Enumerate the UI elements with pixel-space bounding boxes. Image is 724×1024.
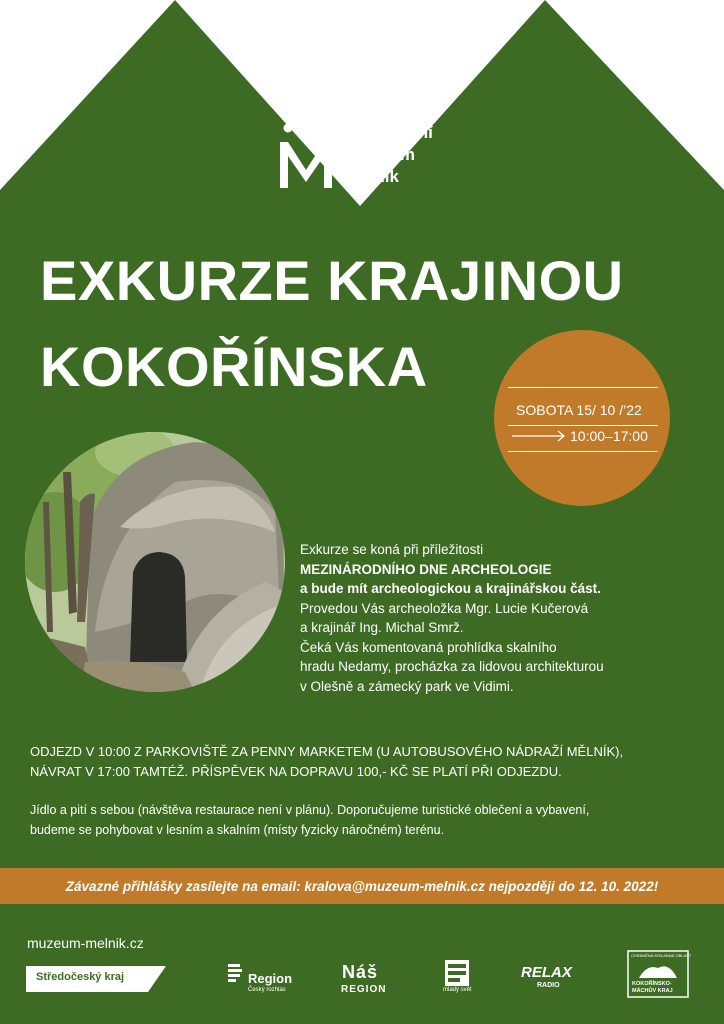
food-line-2: budeme se pohybovat v lesním a skalním (místy fyzicky náročném) terénu. xyxy=(30,823,445,837)
museum-logo xyxy=(278,122,433,190)
nas-region-logo xyxy=(340,962,396,996)
description-line-8: v Olešně a zámecký park ve Vidimi. xyxy=(300,678,514,694)
date-divider-middle xyxy=(508,425,658,426)
museum-name-line-1: Regionální xyxy=(346,123,433,142)
museum-name xyxy=(346,122,433,188)
signup-text: Závazné přihlášky zasílejte na email: kralova@muzeum-melnik.cz nejpozději do 12. 10. 2022! xyxy=(65,878,659,894)
region-radio-name: Region xyxy=(248,971,293,986)
stredocesky-kraj-label: Středočeský kraj xyxy=(36,971,125,983)
stredocesky-kraj-logo xyxy=(26,966,166,992)
description-line-4: Provedou Vás archeoložka Mgr. Lucie Kučerová xyxy=(300,600,589,616)
relax-radio-logo xyxy=(519,964,581,996)
mlady-svet-icon xyxy=(445,960,469,986)
relax-radio-top: RELAX xyxy=(521,964,572,981)
date-badge xyxy=(494,330,670,506)
event-title-line-2: KOKOŘÍNSKA xyxy=(40,335,428,398)
event-description xyxy=(300,540,700,696)
event-title-line-1: EXKURZE KRAJINOU xyxy=(40,249,624,312)
description-line-3: a bude mít archeologickou a krajinářskou část. xyxy=(300,581,601,596)
signup-banner xyxy=(0,868,724,904)
rock-castle-illustration xyxy=(25,432,285,692)
kokorinsko-top: CHRÁNĚNÁ KRAJINNÁ OBLAST xyxy=(631,953,692,958)
food-and-gear-info xyxy=(30,800,710,840)
region-radio-sub: Český rozhlas xyxy=(248,987,286,993)
arrow-right-icon xyxy=(512,430,566,442)
mlady-svet-label: mladý svět xyxy=(443,987,472,993)
description-line-2: MEZINÁRODNÍHO DNE ARCHEOLOGIE xyxy=(300,561,552,577)
nas-region-bottom: REGION xyxy=(341,984,387,995)
rozhlas-bars-icon xyxy=(228,964,244,984)
event-time: 10:00–17:00 xyxy=(570,428,648,444)
mlady-svet-logo xyxy=(443,960,471,996)
date-divider-top xyxy=(508,387,658,388)
food-line-1: Jídlo a pití s sebou (návštěva restaurace není v plánu). Doporučujeme turistické oblečení a vybavení, xyxy=(30,803,590,817)
event-date: SOBOTA 15/ 10 /’22 xyxy=(516,402,642,418)
rock-castle-photo xyxy=(25,432,285,692)
kokorinsko-bottom-2: MÁCHŮV KRAJ xyxy=(632,988,673,994)
departure-info xyxy=(30,742,710,782)
relax-radio-bottom: RADIO xyxy=(537,982,560,989)
museum-logo-icon xyxy=(278,122,334,190)
description-line-6: Čeká Vás komentovaná prohlídka skalního xyxy=(300,639,557,655)
nas-region-top: Náš xyxy=(342,962,379,982)
kokorinsko-chko-logo xyxy=(627,950,692,998)
description-line-1: Exkurze se koná při příležitosti xyxy=(300,542,484,557)
description-line-5: a krajinář Ing. Michal Smrž. xyxy=(300,620,464,635)
departure-line-1: ODJEZD V 10:00 Z PARKOVIŠTĚ ZA PENNY MARKETEM (U AUTOBUSOVÉHO NÁDRAŽÍ MĚLNÍK), xyxy=(30,744,624,759)
date-divider-bottom xyxy=(508,451,658,452)
museum-name-line-3: Mělník xyxy=(346,167,399,186)
kokorinsko-bottom-1: KOKOŘÍNSKO- xyxy=(632,981,672,987)
museum-name-line-2: muzeum xyxy=(346,145,415,164)
departure-line-2: NÁVRAT V 17:00 TAMTÉŽ. PŘÍSPĚVEK NA DOPRAVU 100,- KČ SE PLATÍ PŘI ODJEZDU. xyxy=(30,764,562,779)
description-line-7: hradu Nedamy, procházka za lidovou architekturou xyxy=(300,659,604,674)
website-link[interactable]: muzeum-melnik.cz xyxy=(27,935,144,951)
